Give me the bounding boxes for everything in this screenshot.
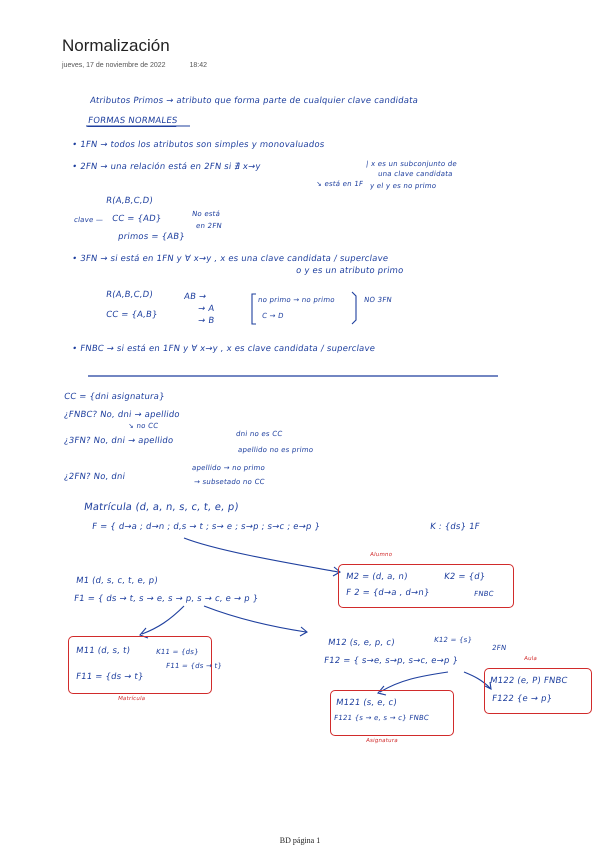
note-k11: K11 = {ds} bbox=[155, 648, 200, 656]
note-en-2fn: en 2FN bbox=[195, 222, 223, 230]
note-m2: M2 = (d, a, n) bbox=[345, 572, 409, 582]
note-cc-dni: CC = {dni asignatura} bbox=[63, 392, 166, 402]
note-r-abcd-2: R(A,B,C,D) bbox=[105, 290, 154, 300]
note-primos-ab: primos = {AB} bbox=[117, 232, 186, 242]
page-date: jueves, 17 de noviembre de 2022 bbox=[62, 62, 166, 69]
note-m121: M121 (s, e, c) bbox=[335, 698, 398, 708]
note-f1: F1 = { ds → t, s → e, s → p, s → c, e → p } bbox=[73, 594, 259, 604]
note-2fn-clave: una clave candidata bbox=[377, 170, 454, 178]
note-2fn-q: ¿2FN? No, dni bbox=[63, 472, 126, 482]
box-m2 bbox=[338, 564, 514, 608]
note-dni-no-cc: dni no es CC bbox=[235, 430, 283, 438]
note-2fn-1f: ↘ está en 1F bbox=[315, 180, 364, 188]
note-no-3fn: NO 3FN bbox=[363, 296, 393, 304]
note-fnbc: • FNBC → si está en 1FN y ∀ x→y , x es clave candidata / superclave bbox=[71, 344, 376, 354]
note-f122: F122 {e → p} bbox=[491, 694, 553, 704]
note-subsetado: → subsetado no CC bbox=[193, 478, 266, 486]
note-arrow-a: → A bbox=[197, 304, 215, 314]
label-alumno: Alumno bbox=[369, 552, 393, 558]
left-bracket bbox=[252, 294, 256, 324]
note-1fn: • 1FN → todos los atributos son simples y monovaluados bbox=[71, 140, 326, 150]
note-cc-ab: CC = {A,B} bbox=[105, 310, 159, 320]
note-m12: M12 (s, e, p, c) bbox=[327, 638, 396, 648]
note-clave: clave — bbox=[73, 216, 104, 224]
note-k2: K2 = {d} bbox=[443, 572, 487, 582]
note-key-ds: K : {ds} 1F bbox=[429, 522, 481, 532]
note-2fn-noprimo: y el y es no primo bbox=[369, 182, 437, 190]
note-f-dependencies: F = { d→a ; d→n ; d,s → t ; s→ e ; s→p ; s→c ; e→p } bbox=[91, 522, 321, 532]
note-f11: F11 = {ds → t} bbox=[75, 672, 145, 682]
note-cc-ad: CC = {AD} bbox=[111, 214, 163, 224]
note-no-esta: No está bbox=[191, 210, 221, 218]
note-f121: F121 {s → e, s → c} FNBC bbox=[333, 714, 430, 722]
note-atributos-primos: Atributos Primos → atributo que forma parte de cualquier clave candidata bbox=[89, 96, 419, 106]
arrow-to-m2 bbox=[184, 538, 338, 572]
arrow-to-m12 bbox=[204, 606, 306, 632]
note-fnbc-q: ¿FNBC? No, dni → apellido bbox=[63, 410, 181, 420]
note-3fn: • 3FN → si está en 1FN y ∀ x→y , x es una clave candidata / superclave bbox=[71, 254, 389, 264]
note-3fn-q: ¿3FN? No, dni → apellido bbox=[63, 436, 175, 446]
page-time: 18:42 bbox=[189, 62, 208, 69]
right-bracket bbox=[352, 292, 356, 324]
note-m122: M122 (e, P) FNBC bbox=[489, 676, 569, 686]
label-asignatura: Asignatura bbox=[365, 738, 399, 744]
page-footer: BD página 1 bbox=[279, 836, 321, 845]
note-arrow-b: → B bbox=[197, 316, 215, 326]
note-m11: M11 (d, s, t) bbox=[75, 646, 131, 656]
note-2fn-subset: | x es un subconjunto de bbox=[365, 160, 458, 168]
note-r-abcd: R(A,B,C,D) bbox=[105, 196, 154, 206]
box-m121 bbox=[330, 690, 454, 736]
box-m122 bbox=[484, 668, 592, 714]
note-f2: F 2 = {d→a , d→n} bbox=[345, 588, 431, 598]
note-m2-fnbc: FNBC bbox=[473, 590, 495, 598]
note-matricula-relation: Matrícula (d, a, n, s, c, t, e, p) bbox=[83, 502, 240, 513]
note-k12: K12 = {s} bbox=[433, 636, 473, 644]
note-apellido-no-primo: apellido no es primo bbox=[237, 446, 314, 454]
arrow-to-m121 bbox=[380, 672, 448, 692]
note-2fn: • 2FN → una relación está en 2FN si ∄ x→y bbox=[71, 162, 262, 172]
note-no-primo: no primo → no primo bbox=[257, 296, 336, 304]
note-no-cc: ↘ no CC bbox=[127, 422, 159, 430]
note-3fn-primo: o y es un atributo primo bbox=[295, 266, 405, 276]
arrow-to-m11 bbox=[142, 606, 184, 634]
note-f12: F12 = { s→e, s→p, s→c, e→p } bbox=[323, 656, 459, 666]
note-m12-2fn: 2FN bbox=[491, 644, 507, 652]
page-title: Normalización bbox=[62, 36, 170, 55]
heading-formas-normales: FORMAS NORMALES bbox=[87, 116, 179, 126]
note-c-d: C → D bbox=[261, 312, 285, 320]
note-apellido-no-primo-2: apellido → no primo bbox=[191, 464, 266, 472]
note-ab-arrow: AB → bbox=[183, 292, 207, 302]
label-aula: Aula bbox=[523, 656, 538, 662]
note-m11-fnbc: F11 = {ds → t} bbox=[165, 662, 223, 670]
label-matricula: Matrícula bbox=[117, 696, 146, 702]
note-m1: M1 (d, s, c, t, e, p) bbox=[75, 576, 159, 586]
